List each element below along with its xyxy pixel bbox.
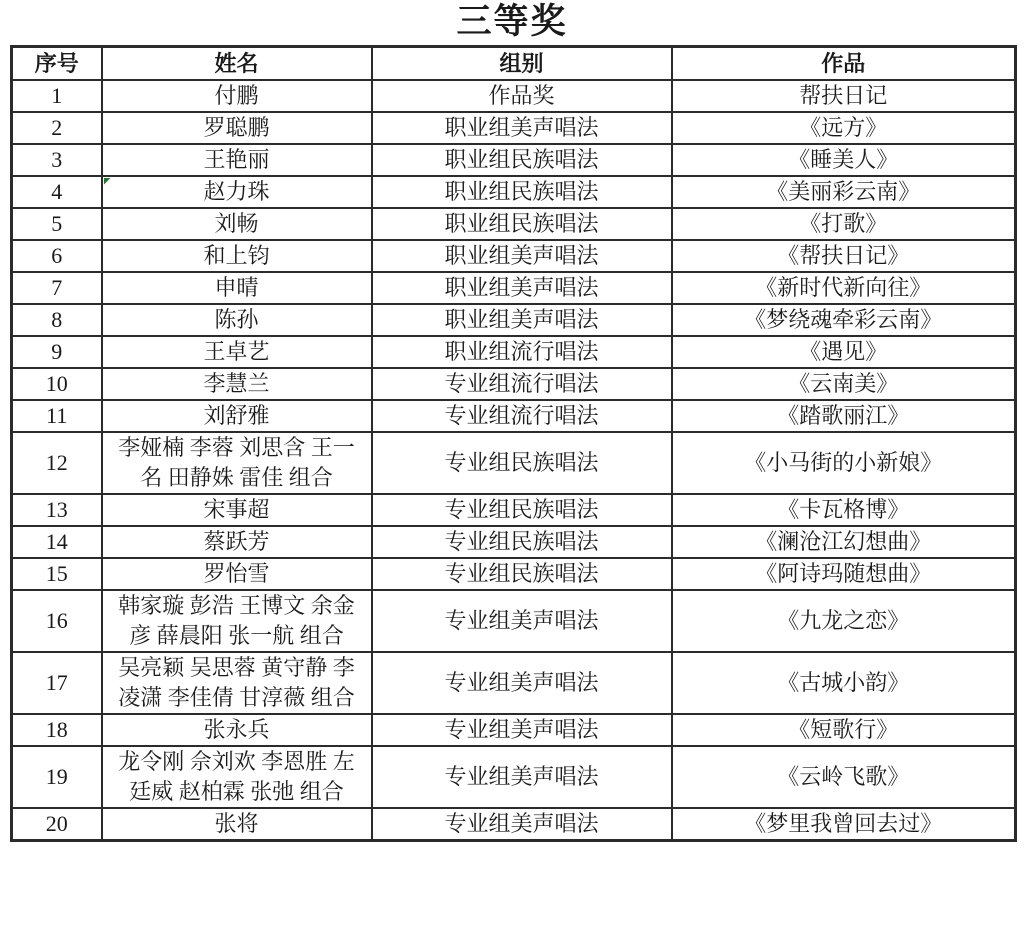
- cell-work: 《远方》: [672, 112, 1016, 144]
- cell-name: 罗怡雪: [102, 558, 372, 590]
- cell-index: 11: [12, 400, 102, 432]
- cell-group: 职业组美声唱法: [372, 304, 672, 336]
- cell-index: 19: [12, 746, 102, 808]
- table-row: [12, 652, 1016, 714]
- cell-work: 《卡瓦格博》: [672, 494, 1016, 526]
- cell-corner-marker-green-triangle: [104, 178, 111, 185]
- table-row: [12, 272, 1016, 304]
- cell-name: 宋事超: [102, 494, 372, 526]
- cell-index: 14: [12, 526, 102, 558]
- table-body: [12, 80, 1016, 841]
- cell-index: 7: [12, 272, 102, 304]
- cell-index: 12: [12, 432, 102, 494]
- cell-group: 职业组美声唱法: [372, 272, 672, 304]
- cell-index: 16: [12, 590, 102, 652]
- cell-work: 《睡美人》: [672, 144, 1016, 176]
- cell-group: 专业组民族唱法: [372, 558, 672, 590]
- cell-index: 13: [12, 494, 102, 526]
- cell-group: 作品奖: [372, 80, 672, 112]
- cell-group: 专业组流行唱法: [372, 368, 672, 400]
- cell-work: 《新时代新向往》: [672, 272, 1016, 304]
- table-row: [12, 336, 1016, 368]
- cell-group: 专业组美声唱法: [372, 652, 672, 714]
- cell-name: 罗聪鹏: [102, 112, 372, 144]
- cell-index: 4: [12, 176, 102, 208]
- table-row: [12, 432, 1016, 494]
- table-row: [12, 304, 1016, 336]
- cell-index: 5: [12, 208, 102, 240]
- cell-index: 9: [12, 336, 102, 368]
- cell-index: 6: [12, 240, 102, 272]
- table-row: [12, 558, 1016, 590]
- award-table: [10, 45, 1017, 842]
- cell-name: 蔡跃芳: [102, 526, 372, 558]
- table-row: [12, 746, 1016, 808]
- cell-work: 《澜沧江幻想曲》: [672, 526, 1016, 558]
- cell-name: 和上钧: [102, 240, 372, 272]
- cell-work: 《古城小韵》: [672, 652, 1016, 714]
- cell-name: 付鹏: [102, 80, 372, 112]
- cell-index: 8: [12, 304, 102, 336]
- cell-index: 10: [12, 368, 102, 400]
- cell-group: 专业组民族唱法: [372, 526, 672, 558]
- table-row: [12, 494, 1016, 526]
- cell-group: 职业组民族唱法: [372, 176, 672, 208]
- cell-name: 陈孙: [102, 304, 372, 336]
- cell-group: 专业组流行唱法: [372, 400, 672, 432]
- table-row: [12, 590, 1016, 652]
- table-row: [12, 714, 1016, 746]
- cell-work: 《短歌行》: [672, 714, 1016, 746]
- cell-name: 刘畅: [102, 208, 372, 240]
- cell-work: 帮扶日记: [672, 80, 1016, 112]
- cell-name: 王艳丽: [102, 144, 372, 176]
- column-header-work: 作品: [672, 47, 1016, 81]
- cell-group: 专业组美声唱法: [372, 714, 672, 746]
- page-title: 三等奖: [456, 2, 568, 41]
- cell-index: 20: [12, 808, 102, 841]
- cell-work: 《云岭飞歌》: [672, 746, 1016, 808]
- cell-group: 职业组美声唱法: [372, 240, 672, 272]
- cell-name: 龙令刚 佘刘欢 李恩胜 左廷威 赵柏霖 张弛 组合: [102, 746, 372, 808]
- cell-name: 赵力珠: [102, 176, 372, 208]
- cell-group: 职业组民族唱法: [372, 144, 672, 176]
- cell-group: 专业组美声唱法: [372, 746, 672, 808]
- cell-work: 《打歌》: [672, 208, 1016, 240]
- table-row: [12, 144, 1016, 176]
- table-row: [12, 526, 1016, 558]
- cell-index: 2: [12, 112, 102, 144]
- table-row: [12, 80, 1016, 112]
- cell-group: 职业组流行唱法: [372, 336, 672, 368]
- table-row: [12, 400, 1016, 432]
- cell-name: 张永兵: [102, 714, 372, 746]
- column-header-group: 组别: [372, 47, 672, 81]
- table-row: [12, 240, 1016, 272]
- document-page: [0, 1, 1024, 842]
- cell-index: 15: [12, 558, 102, 590]
- cell-name: 李慧兰: [102, 368, 372, 400]
- cell-index: 18: [12, 714, 102, 746]
- cell-work: 《梦里我曾回去过》: [672, 808, 1016, 841]
- cell-work: 《帮扶日记》: [672, 240, 1016, 272]
- table-row: [12, 808, 1016, 841]
- table-row: [12, 208, 1016, 240]
- cell-group: 专业组民族唱法: [372, 494, 672, 526]
- cell-group: 职业组民族唱法: [372, 208, 672, 240]
- cell-group: 专业组美声唱法: [372, 808, 672, 841]
- table-row: [12, 176, 1016, 208]
- cell-work: 《美丽彩云南》: [672, 176, 1016, 208]
- cell-work: 《梦绕魂牵彩云南》: [672, 304, 1016, 336]
- column-header-name: 姓名: [102, 47, 372, 81]
- cell-group: 专业组民族唱法: [372, 432, 672, 494]
- cell-index: 3: [12, 144, 102, 176]
- cell-work: 《踏歌丽江》: [672, 400, 1016, 432]
- cell-name: 张将: [102, 808, 372, 841]
- cell-name: 李娅楠 李蓉 刘思含 王一名 田静姝 雷佳 组合: [102, 432, 372, 494]
- cell-name: 申晴: [102, 272, 372, 304]
- cell-index: 17: [12, 652, 102, 714]
- cell-index: 1: [12, 80, 102, 112]
- cell-name: 王卓艺: [102, 336, 372, 368]
- table-row: [12, 112, 1016, 144]
- cell-group: 专业组美声唱法: [372, 590, 672, 652]
- cell-name: 韩家璇 彭浩 王博文 余金彦 薛晨阳 张一航 组合: [102, 590, 372, 652]
- cell-work: 《云南美》: [672, 368, 1016, 400]
- cell-work: 《遇见》: [672, 336, 1016, 368]
- header-row: [12, 47, 1016, 81]
- cell-work: 《阿诗玛随想曲》: [672, 558, 1016, 590]
- table-row: [12, 368, 1016, 400]
- cell-name: 吴亮颖 吴思蓉 黄守静 李凌潇 李佳倩 甘淳薇 组合: [102, 652, 372, 714]
- cell-work: 《小马街的小新娘》: [672, 432, 1016, 494]
- column-header-index: 序号: [12, 47, 102, 81]
- cell-work: 《九龙之恋》: [672, 590, 1016, 652]
- cell-group: 职业组美声唱法: [372, 112, 672, 144]
- table-header: [12, 47, 1016, 81]
- cell-name: 刘舒雅: [102, 400, 372, 432]
